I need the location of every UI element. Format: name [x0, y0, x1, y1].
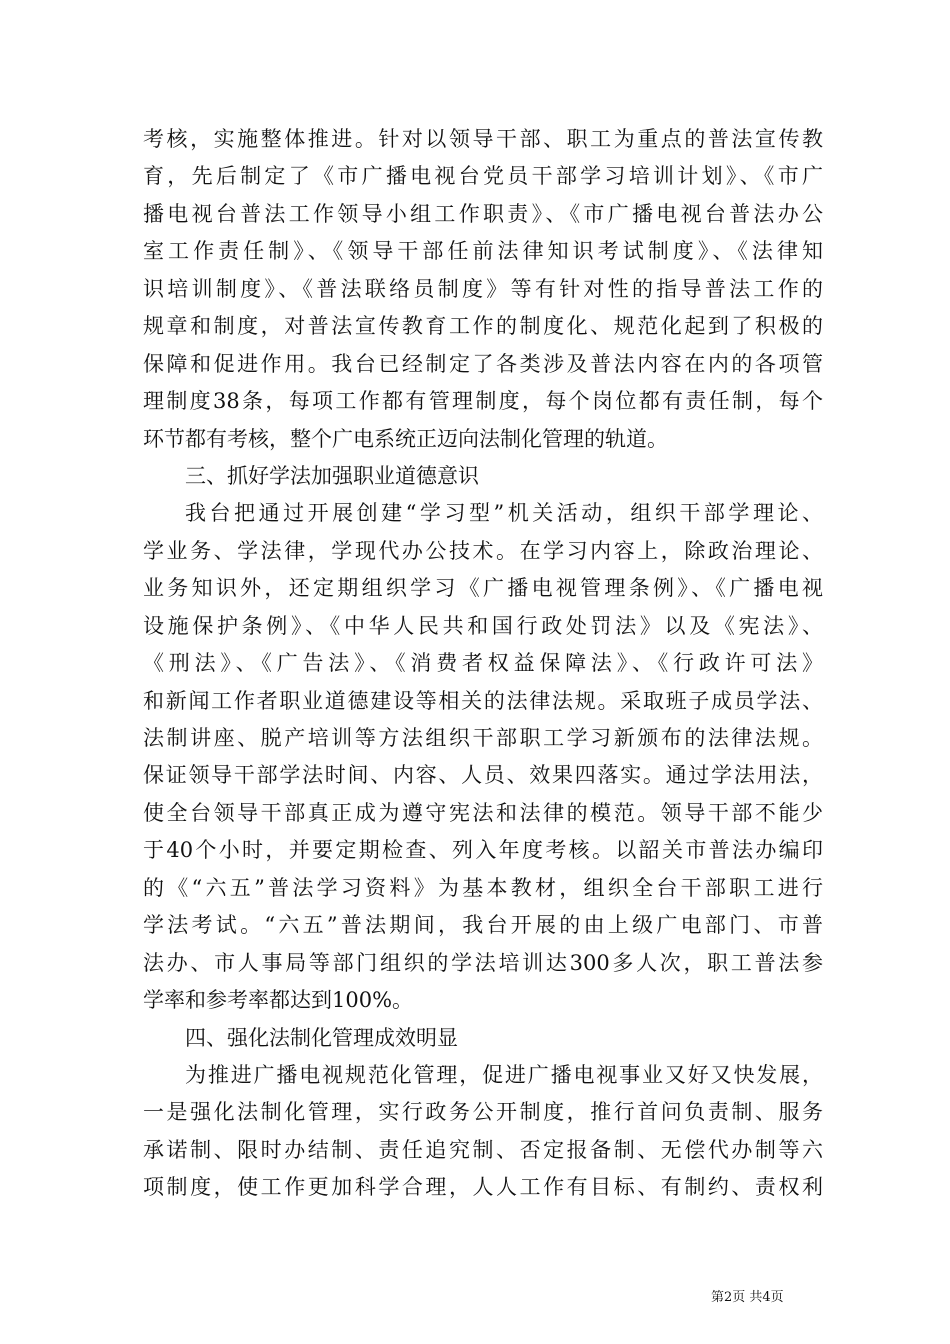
text-line: 法办、市人事局等部门组织的学法培训达300多人次，职工普法参: [143, 950, 823, 975]
text-line: 为推进广播电视规范化管理，促进广播电视事业又好又快发展，: [185, 1062, 823, 1087]
text-line: 考核，实施整体推进。针对以领导干部、职工为重点的普法宣传教: [143, 127, 823, 151]
text-line: 育，先后制定了《市广播电视台党员干部学习培训计划》、《市广: [143, 164, 823, 189]
text-line: 设施保护条例》、《中华人民共和国行政处罚法》以及《宪法》、: [143, 613, 823, 638]
text-line: 使全台领导干部真正成为遵守宪法和法律的模范。领导干部不能少: [143, 800, 823, 825]
text-line: 理制度38条，每项工作都有管理制度，每个岗位都有责任制，每个: [143, 389, 823, 414]
section-heading: 四、强化法制化管理成效明显: [185, 1025, 458, 1050]
section-heading: 三、抓好学法加强职业道德意识: [185, 463, 479, 488]
body-text: [143, 121, 823, 1207]
text-line: 学率和参考率都达到100%。: [143, 988, 414, 1013]
text-line: 保证领导干部学法时间、内容、人员、效果四落实。通过学法用法，: [143, 763, 823, 788]
text-line: 项制度，使工作更加科学合理，人人工作有目标、有制约、责权利: [143, 1175, 823, 1200]
text-line: 承诺制、限时办结制、责任追究制、否定报备制、无偿代办制等六: [143, 1137, 823, 1162]
text-line: 学法考试。“六五”普法期间，我台开展的由上级广电部门、市普: [143, 913, 823, 938]
text-line: 的《“六五”普法学习资料》为基本教材，组织全台干部职工进行: [143, 875, 823, 900]
text-line: 业务知识外，还定期组织学习《广播电视管理条例》、《广播电视: [143, 576, 823, 601]
text-line: 《刑法》、《广告法》、《消费者权益保障法》、《行政许可法》: [143, 651, 823, 676]
text-line: 环节都有考核，整个广电系统正迈向法制化管理的轨道。: [143, 426, 668, 451]
text-line: 和新闻工作者职业道德建设等相关的法律法规。采取班子成员学法、: [143, 688, 823, 713]
text-line: 保障和促进作用。我台已经制定了各类涉及普法内容在内的各项管: [143, 351, 823, 376]
page-number-footer: 第2页 共4页: [711, 1290, 784, 1305]
text-line: 我台把通过开展创建“学习型”机关活动，组织干部学理论、: [185, 501, 823, 526]
text-line: 学业务、学法律，学现代办公技术。在学习内容上，除政治理论、: [143, 538, 823, 563]
text-line: 一是强化法制化管理，实行政务公开制度，推行首问负责制、服务: [143, 1100, 823, 1125]
text-line: 于40个小时，并要定期检查、列入年度考核。以韶关市普法办编印: [143, 838, 823, 863]
text-line: 规章和制度，对普法宣传教育工作的制度化、规范化起到了积极的: [143, 314, 823, 339]
text-line: 播电视台普法工作领导小组工作职责》、《市广播电视台普法办公: [143, 201, 823, 226]
text-line: 法制讲座、脱产培训等方法组织干部职工学习新颁布的法律法规。: [143, 726, 823, 750]
text-line: 室工作责任制》、《领导干部任前法律知识考试制度》、《法律知: [143, 239, 823, 264]
text-line: 识培训制度》、《普法联络员制度》等有针对性的指导普法工作的: [143, 276, 823, 301]
